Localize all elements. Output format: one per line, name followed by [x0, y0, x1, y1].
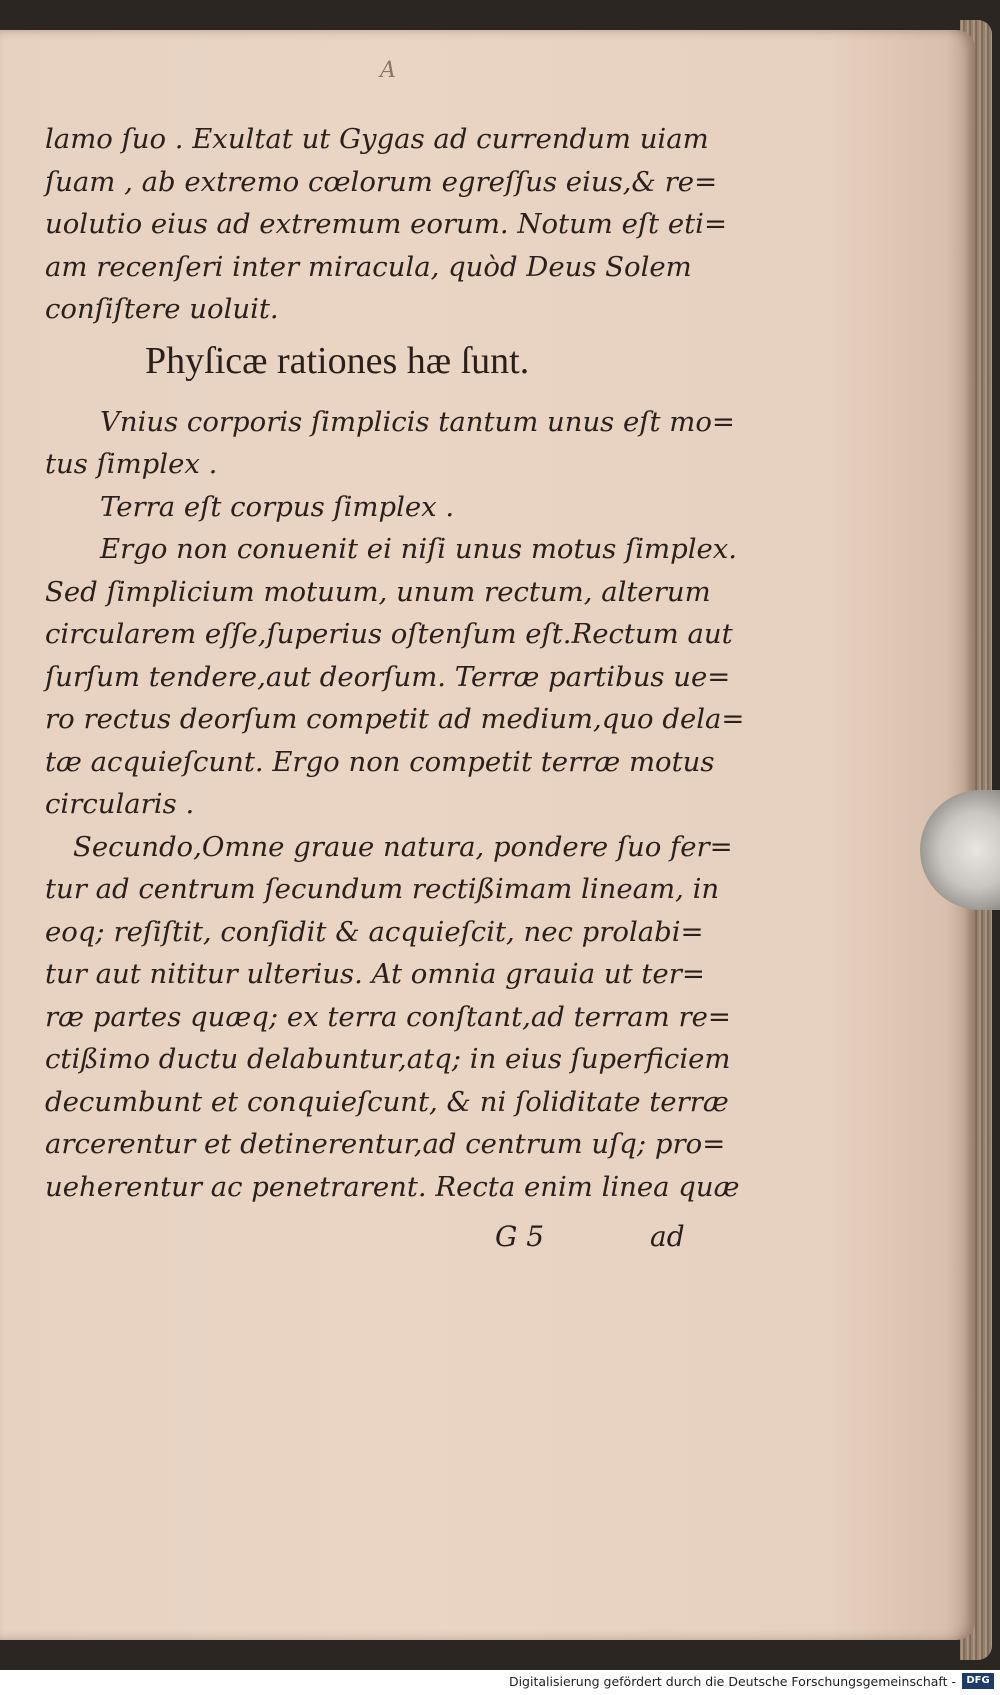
text-line: conſiſtere uoluit. [45, 293, 279, 325]
text-line: ro rectus deorſum competit ad medium,quo dela= [45, 703, 745, 735]
text-line: Vnius corporis ſimplicis tantum unus eſt mo= [100, 405, 735, 438]
text-line: am recenſeri inter miracula, quòd Deus Solem [45, 250, 692, 283]
text-line: ueherentur ac penetrarent. Recta enim linea quæ [45, 1170, 740, 1203]
text-line: ræ partes quæq; ex terra conſtant,ad terram re= [45, 1000, 731, 1033]
dfg-logo: DFG [962, 1673, 994, 1689]
text-line: decumbunt et conquieſcunt, & ni ſoliditate terræ [45, 1085, 729, 1118]
text-line: Ergo non conuenit ei niſi unus motus ſimplex. [100, 533, 738, 565]
text-line: arcerentur et detinerentur,ad centrum uſq; pro= [45, 1128, 726, 1160]
digitization-credit: Digitalisierung gefördert durch die Deutsche Forschungsgemeinschaft - [508, 1674, 956, 1689]
signature-mark: G 5 [495, 1220, 545, 1253]
text-line: tur aut nititur ulterius. At omnia grauia ut ter= [45, 958, 705, 990]
text-line: circularem eſſe,ſuperius oſtenſum eſt.Rectum aut [45, 618, 733, 650]
catchword: ad [650, 1220, 685, 1253]
section-heading: Phyſicæ rationes hæ ſunt. [145, 339, 530, 382]
text-line: eoq; reſiſtit, conſidit & acquieſcit, nec prolabi= [45, 915, 704, 948]
text-line: lamo ſuo . Exultat ut Gygas ad currendum uiam [45, 123, 709, 155]
text-line: uolutio eius ad extremum eorum. Notum eſt eti= [45, 208, 728, 240]
text-line: ſuam , ab extremo cœlorum egreſſus eius,& re= [45, 165, 718, 198]
text-line: Secundo,Omne graue natura, pondere ſuo fer= [73, 830, 733, 863]
text-line: circularis . [45, 788, 195, 820]
text-line: ctißimo ductu delabuntur,atq; in eius ſuperficiem [45, 1043, 731, 1075]
text-line: Sed ſimplicium motuum, unum rectum, alterum [45, 575, 711, 608]
text-line: Terra eſt corpus ſimplex . [100, 490, 455, 523]
page-top-mark: A [380, 58, 396, 83]
text-line: tur ad centrum ſecundum rectißimam lineam, in [45, 873, 720, 905]
text-line: tus ſimplex . [45, 448, 218, 480]
text-line: tæ acquieſcunt. Ergo non competit terræ motus [45, 745, 715, 778]
text-line: ſurſum tendere,aut deorſum. Terræ partibus ue= [45, 660, 731, 693]
page-text [45, 118, 745, 1208]
